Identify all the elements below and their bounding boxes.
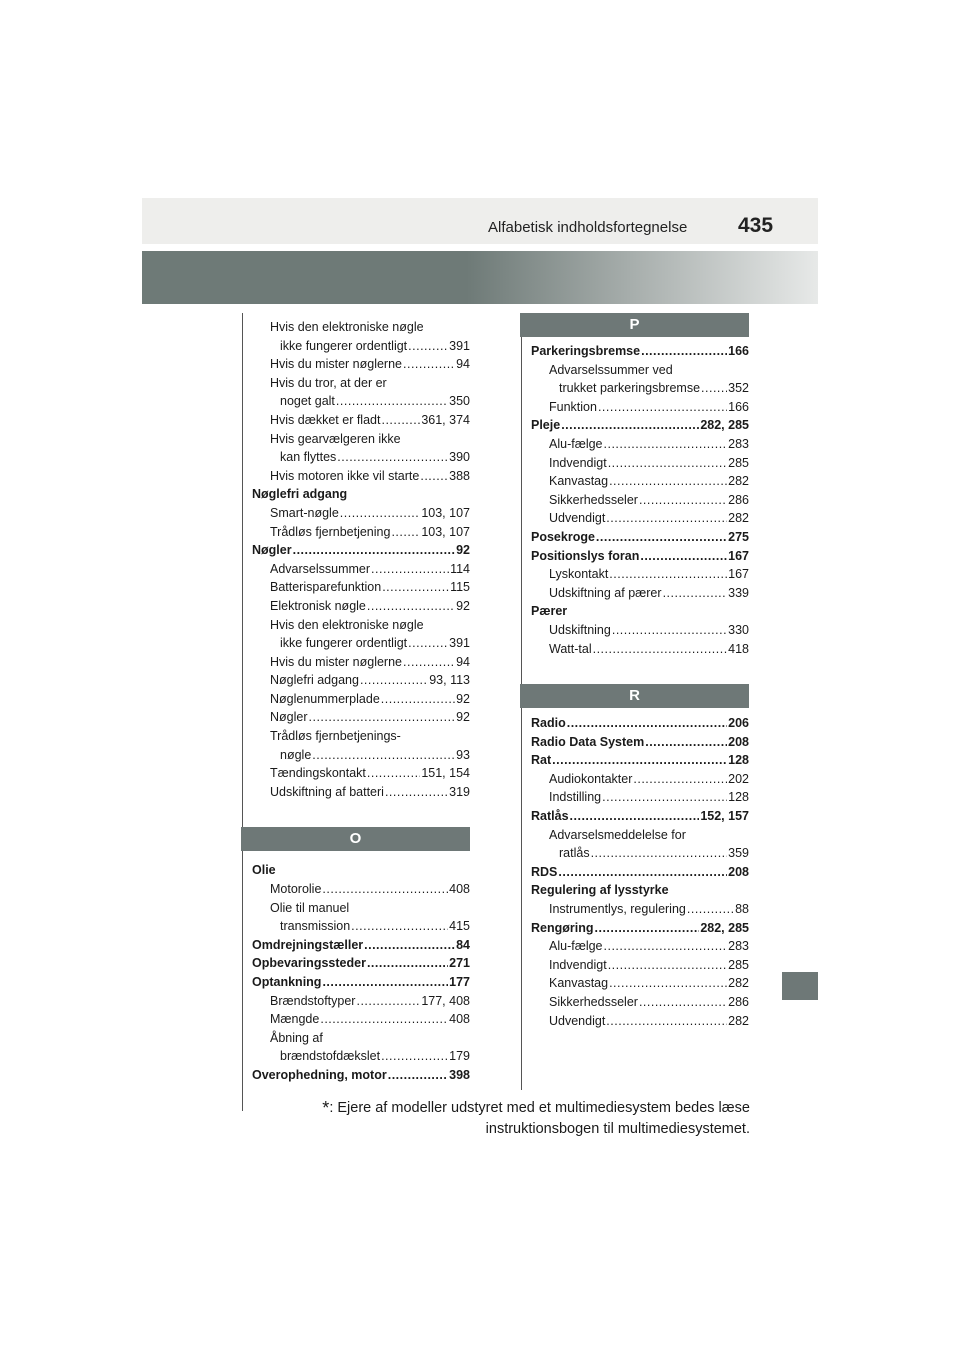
index-entry-page-ref: 408 [449, 1012, 470, 1027]
index-entry-page-ref: 350 [449, 394, 470, 409]
dot-leader [595, 919, 700, 938]
index-entry-term: Hvis du mister nøglerne [270, 654, 402, 669]
index-entry-page-ref: 415 [449, 919, 470, 934]
dot-leader [356, 992, 420, 1011]
chapter-thumb-tab [782, 972, 818, 1000]
dot-leader [403, 653, 455, 672]
index-entry [531, 956, 749, 975]
index-entry-term: Alu-fælge [549, 436, 603, 451]
index-entry-term: brændstofdækslet [280, 1049, 381, 1064]
index-entry-page-ref: 282, 285 [700, 920, 749, 935]
index-entry [531, 472, 749, 491]
index-entry-page-ref: 352 [728, 381, 749, 396]
index-entry-page-ref: 282 [728, 1013, 749, 1028]
index-entry [531, 993, 749, 1012]
index-entry-term: Radio Data System [531, 734, 645, 749]
running-header-title: Alfabetisk indholdsfortegnelse [488, 219, 688, 236]
dot-leader [408, 634, 448, 653]
dot-leader [367, 954, 448, 973]
index-entry [531, 435, 749, 454]
index-entry-term: Alu-fælge [549, 939, 603, 954]
dot-leader [552, 751, 727, 770]
index-entry [252, 861, 470, 880]
index-entry-term: ikke fungerer ordentligt [280, 636, 408, 651]
index-entry-term: Hvis dækket er fladt [270, 412, 381, 427]
index-entry-term: Pleje [531, 418, 561, 433]
index-entry-term: Advarselssummer ved [549, 362, 673, 377]
index-entry-page-ref: 103, 107 [421, 524, 470, 539]
index-entry [531, 416, 749, 435]
index-entry [531, 770, 749, 789]
index-entry-page-ref: 319 [449, 784, 470, 799]
index-entry-term: Optankning [252, 975, 322, 989]
index-list-r [531, 714, 749, 1030]
index-entry-term: Nøglefri adgang [270, 673, 359, 688]
index-entry-term: Elektronisk nøgle [270, 598, 366, 613]
index-entry [531, 584, 749, 603]
index-entry [252, 318, 470, 337]
decorative-gradient-band [142, 251, 818, 304]
index-entry [531, 881, 749, 900]
dot-leader [640, 547, 727, 566]
index-entry [531, 733, 749, 752]
index-entry-page-ref: 206 [728, 716, 749, 731]
footnote [296, 1098, 750, 1140]
index-entry [252, 337, 470, 356]
index-entry [252, 392, 470, 411]
index-entry-page-ref: 282 [728, 474, 749, 489]
index-entry-page-ref: 390 [449, 450, 470, 465]
index-entry-term: Overophedning, motor [252, 1067, 387, 1082]
dot-leader [609, 472, 727, 491]
index-entry [252, 1066, 470, 1085]
index-entry [531, 826, 749, 845]
index-entry [531, 900, 749, 919]
index-entry-page-ref: 93 [456, 747, 470, 762]
index-entry-term: Udvendigt [549, 1013, 606, 1028]
index-entry-page-ref: 151, 154 [421, 766, 470, 781]
dot-leader [382, 578, 449, 597]
index-entry [531, 621, 749, 640]
index-entry-term: kan flyttes [280, 450, 337, 465]
dot-leader [639, 993, 727, 1012]
dot-leader [320, 1010, 448, 1029]
dot-leader [612, 621, 727, 640]
index-entry [252, 634, 470, 653]
footnote-line-1 [296, 1098, 750, 1119]
index-entry [531, 919, 749, 938]
index-entry-term: Parkeringsbremse [531, 344, 641, 358]
index-entry-term: Lyskontakt [549, 567, 609, 582]
index-entry-term: Motorolie [270, 882, 322, 897]
index-entry [531, 1012, 749, 1031]
index-entry [252, 653, 470, 672]
index-entry-term: Nøgler [252, 543, 292, 558]
index-entry-page-ref: 283 [728, 939, 749, 954]
index-entry-term: Trådløs fjernbetjening [270, 524, 391, 539]
index-entry [252, 616, 470, 635]
dot-leader [337, 448, 448, 467]
dot-leader [593, 640, 728, 659]
index-entry-term: Kanvastag [549, 976, 609, 991]
index-column-left [252, 318, 470, 1085]
index-entry [531, 974, 749, 993]
index-entry-page-ref: 271 [449, 956, 470, 971]
index-entry-page-ref: 92 [456, 710, 470, 725]
index-column-right [531, 313, 749, 1030]
index-entry-page-ref: 92 [456, 598, 470, 613]
dot-leader [606, 509, 727, 528]
dot-leader [604, 937, 728, 956]
index-entry-page-ref: 88 [735, 902, 749, 917]
dot-leader [336, 392, 448, 411]
index-entry [252, 1029, 470, 1048]
index-entry-term: ratlås [559, 846, 590, 861]
index-entry [252, 411, 470, 430]
dot-leader [570, 807, 700, 826]
index-entry [252, 560, 470, 579]
index-entry-page-ref: 285 [728, 957, 749, 972]
index-entry-page-ref: 177 [449, 975, 470, 989]
index-entry-term: Tændingskontakt [270, 766, 366, 781]
dot-leader [364, 936, 455, 955]
index-entry-term: trukket parkeringsbremse [559, 381, 701, 396]
index-entry [531, 751, 749, 770]
index-entry-term: Trådløs fjernbetjenings- [270, 729, 401, 744]
index-entry-page-ref: 92 [456, 543, 470, 558]
index-entry-page-ref: 152, 157 [700, 809, 749, 824]
dot-leader [309, 708, 456, 727]
index-entry-term: Audiokontakter [549, 771, 633, 786]
index-entry-page-ref: 179 [449, 1049, 470, 1064]
index-list-o [252, 861, 470, 1084]
header-band [142, 198, 818, 244]
dot-leader [633, 770, 727, 789]
index-entry-term: transmission [280, 919, 351, 934]
index-entry-term: Rengøring [531, 920, 594, 935]
index-entry-page-ref: 94 [456, 654, 470, 669]
index-entry [252, 783, 470, 802]
dot-leader [609, 565, 727, 584]
dot-leader [663, 584, 728, 603]
index-entry-page-ref: 167 [728, 567, 749, 582]
index-entry [252, 746, 470, 765]
index-entry [252, 504, 470, 523]
index-entry-page-ref: 285 [728, 455, 749, 470]
index-entry-page-ref: 361, 374 [421, 412, 470, 427]
index-entry [252, 727, 470, 746]
index-entry [252, 1047, 470, 1066]
index-entry-term: Advarselssummer [270, 561, 371, 576]
dot-leader [408, 337, 448, 356]
index-entry-term: Radio [531, 716, 566, 731]
index-list-continued [252, 318, 470, 801]
index-entry [252, 764, 470, 783]
index-entry-page-ref: 275 [728, 529, 749, 544]
dot-leader [403, 355, 455, 374]
index-entry [531, 788, 749, 807]
dot-leader [351, 917, 448, 936]
index-entry-page-ref: 391 [449, 636, 470, 651]
dot-leader [609, 974, 727, 993]
index-entry [252, 355, 470, 374]
index-entry [531, 602, 749, 621]
index-entry [252, 374, 470, 393]
dot-leader [293, 541, 456, 560]
dot-leader [701, 379, 727, 398]
index-entry [252, 578, 470, 597]
index-entry-page-ref: 166 [728, 344, 749, 358]
dot-leader [322, 973, 448, 992]
index-entry-page-ref: 282, 285 [700, 418, 749, 433]
index-entry [252, 992, 470, 1011]
index-entry [531, 807, 749, 826]
index-entry-term: Batterisparefunktion [270, 580, 382, 595]
index-entry-page-ref: 388 [449, 468, 470, 483]
index-entry-term: Pærer [531, 604, 568, 619]
index-entry-term: Indvendigt [549, 455, 607, 470]
index-entry-page-ref: 208 [728, 734, 749, 749]
dot-leader [388, 1066, 448, 1085]
dot-leader [420, 467, 448, 486]
index-entry [252, 430, 470, 449]
index-entry-term: Smart-nøgle [270, 505, 339, 520]
index-entry [252, 917, 470, 936]
index-entry-page-ref: 408 [449, 882, 470, 897]
index-entry [252, 936, 470, 955]
index-entry-term: Hvis motoren ikke vil starte [270, 468, 420, 483]
dot-leader [381, 1047, 448, 1066]
index-entry-term: Olie til manuel [270, 900, 350, 915]
index-entry-term: Brændstoftyper [270, 993, 356, 1008]
index-entry-term: Ratlås [531, 809, 569, 824]
dot-leader [641, 342, 727, 361]
index-entry-page-ref: 286 [728, 492, 749, 507]
index-entry [252, 671, 470, 690]
index-entry-page-ref: 283 [728, 436, 749, 451]
index-entry [252, 708, 470, 727]
dot-leader [598, 398, 727, 417]
index-entry [252, 954, 470, 973]
index-entry-term: Mængde [270, 1012, 320, 1027]
index-entry [531, 509, 749, 528]
index-entry [252, 880, 470, 899]
index-entry-page-ref: 391 [449, 338, 470, 353]
index-entry-term: Hvis gearvælgeren ikke [270, 431, 401, 446]
index-entry-term: Udskiftning af batteri [270, 784, 384, 799]
section-header-p: P [520, 313, 749, 337]
dot-leader [381, 690, 455, 709]
section-header-o: O [241, 827, 470, 851]
index-entry-term: Opbevaringssteder [252, 956, 366, 971]
index-entry-term: Advarselsmeddelelse for [549, 827, 686, 842]
index-entry-term: Regulering af lysstyrke [531, 883, 669, 898]
index-entry-term: Indvendigt [549, 957, 607, 972]
index-entry [531, 491, 749, 510]
index-entry-term: Rat [531, 753, 552, 768]
dot-leader [385, 783, 448, 802]
section-header-r: R [520, 684, 749, 708]
index-entry [252, 690, 470, 709]
index-entry-term: Åbning af [270, 1030, 323, 1045]
index-entry-page-ref: 94 [456, 357, 470, 372]
index-entry-term: RDS [531, 864, 558, 879]
index-entry [531, 863, 749, 882]
index-entry [531, 528, 749, 547]
index-entry [252, 448, 470, 467]
dot-leader [606, 1012, 727, 1031]
dot-leader [367, 597, 455, 616]
index-entry [531, 844, 749, 863]
index-entry [252, 899, 470, 918]
index-entry-page-ref: 339 [728, 585, 749, 600]
index-entry [531, 342, 749, 361]
dot-leader [567, 714, 727, 733]
index-entry-term: nøgle [280, 747, 312, 762]
footnote-line-2: instruktionsbogen til multimediesystemet. [485, 1121, 750, 1137]
index-entry-term: Instrumentlys, regulering [549, 902, 686, 917]
dot-leader [687, 900, 734, 919]
index-entry-term: Udskiftning af pærer [549, 585, 662, 600]
index-entry-page-ref: 202 [728, 771, 749, 786]
index-entry [531, 547, 749, 566]
index-entry-page-ref: 92 [456, 691, 470, 706]
index-entry-term: Watt-tal [549, 641, 592, 656]
index-entry-term: Nøgler [270, 710, 308, 725]
dot-leader [591, 844, 728, 863]
index-entry [531, 379, 749, 398]
index-entry [531, 714, 749, 733]
index-entry-page-ref: 177, 408 [421, 993, 470, 1008]
index-entry [252, 1010, 470, 1029]
index-entry [531, 937, 749, 956]
index-entry-page-ref: 114 [450, 561, 470, 576]
index-entry-term: Sikkerhedsseler [549, 995, 638, 1009]
index-entry-term: Omdrejningstæller [252, 937, 364, 952]
dot-leader [645, 733, 727, 752]
dot-leader [558, 863, 727, 882]
index-entry-term: Hvis du tror, at der er [270, 375, 387, 390]
dot-leader [596, 528, 727, 547]
column-divider-left [242, 313, 243, 1111]
index-entry [531, 398, 749, 417]
index-entry [252, 485, 470, 504]
index-entry [252, 541, 470, 560]
dot-leader [371, 560, 449, 579]
index-entry-page-ref: 103, 107 [421, 505, 470, 520]
index-entry [531, 454, 749, 473]
index-entry-term: Udskiftning [549, 622, 611, 637]
index-entry [252, 467, 470, 486]
index-entry-page-ref: 93, 113 [429, 673, 470, 688]
index-entry [252, 973, 470, 992]
index-entry-term: Hvis den elektroniske nøgle [270, 320, 424, 334]
dot-leader [639, 491, 727, 510]
index-entry-term: Hvis du mister nøglerne [270, 357, 402, 372]
dot-leader [381, 411, 420, 430]
dot-leader [340, 504, 421, 523]
index-entry-page-ref: 166 [728, 399, 749, 414]
index-entry-term: Udvendigt [549, 511, 606, 526]
page-number: 435 [738, 214, 774, 237]
index-entry [252, 523, 470, 542]
index-entry-page-ref: 128 [728, 753, 749, 768]
index-entry [252, 597, 470, 616]
index-entry-term: Nøglefri adgang [252, 487, 348, 502]
index-entry-term: Olie [252, 863, 276, 878]
dot-leader [604, 435, 728, 454]
index-entry-page-ref: 115 [450, 580, 470, 595]
index-entry-term: Funktion [549, 399, 597, 414]
index-entry-page-ref: 282 [728, 511, 749, 526]
index-entry-page-ref: 84 [456, 937, 470, 952]
dot-leader [561, 416, 699, 435]
index-entry-term: Nøglenummerplade [270, 691, 380, 706]
index-entry [531, 640, 749, 659]
index-entry-page-ref: 167 [728, 548, 749, 563]
dot-leader [360, 671, 428, 690]
index-entry-page-ref: 398 [449, 1067, 470, 1082]
index-entry-page-ref: 418 [728, 641, 749, 656]
index-entry-term: Sikkerhedsseler [549, 492, 638, 507]
index-entry-page-ref: 128 [728, 790, 749, 805]
footnote-text-1: : Ejere af modeller udstyret med et multimediesystem bedes læse [329, 1100, 750, 1116]
index-entry-page-ref: 330 [728, 622, 749, 637]
dot-leader [602, 788, 727, 807]
index-entry-page-ref: 286 [728, 995, 749, 1009]
index-entry-term: ikke fungerer ordentligt [280, 338, 408, 353]
index-entry-term: Kanvastag [549, 474, 609, 489]
index-list-p [531, 342, 749, 658]
index-entry-term: Hvis den elektroniske nøgle [270, 617, 424, 632]
dot-leader [367, 764, 420, 783]
footnote-marker: * [322, 1098, 330, 1118]
index-entry-term: noget galt [280, 394, 335, 409]
dot-leader [608, 956, 727, 975]
index-entry-page-ref: 282 [728, 976, 749, 991]
dot-leader [322, 880, 448, 899]
dot-leader [608, 454, 727, 473]
index-entry [531, 361, 749, 380]
dot-leader [312, 746, 455, 765]
index-entry [531, 565, 749, 584]
index-entry-term: Posekroge [531, 529, 595, 544]
index-entry-page-ref: 359 [728, 846, 749, 861]
dot-leader [391, 523, 420, 542]
index-entry-page-ref: 208 [728, 864, 749, 879]
index-entry-term: Indstilling [549, 790, 602, 805]
index-entry-term: Positionslys foran [531, 548, 640, 563]
